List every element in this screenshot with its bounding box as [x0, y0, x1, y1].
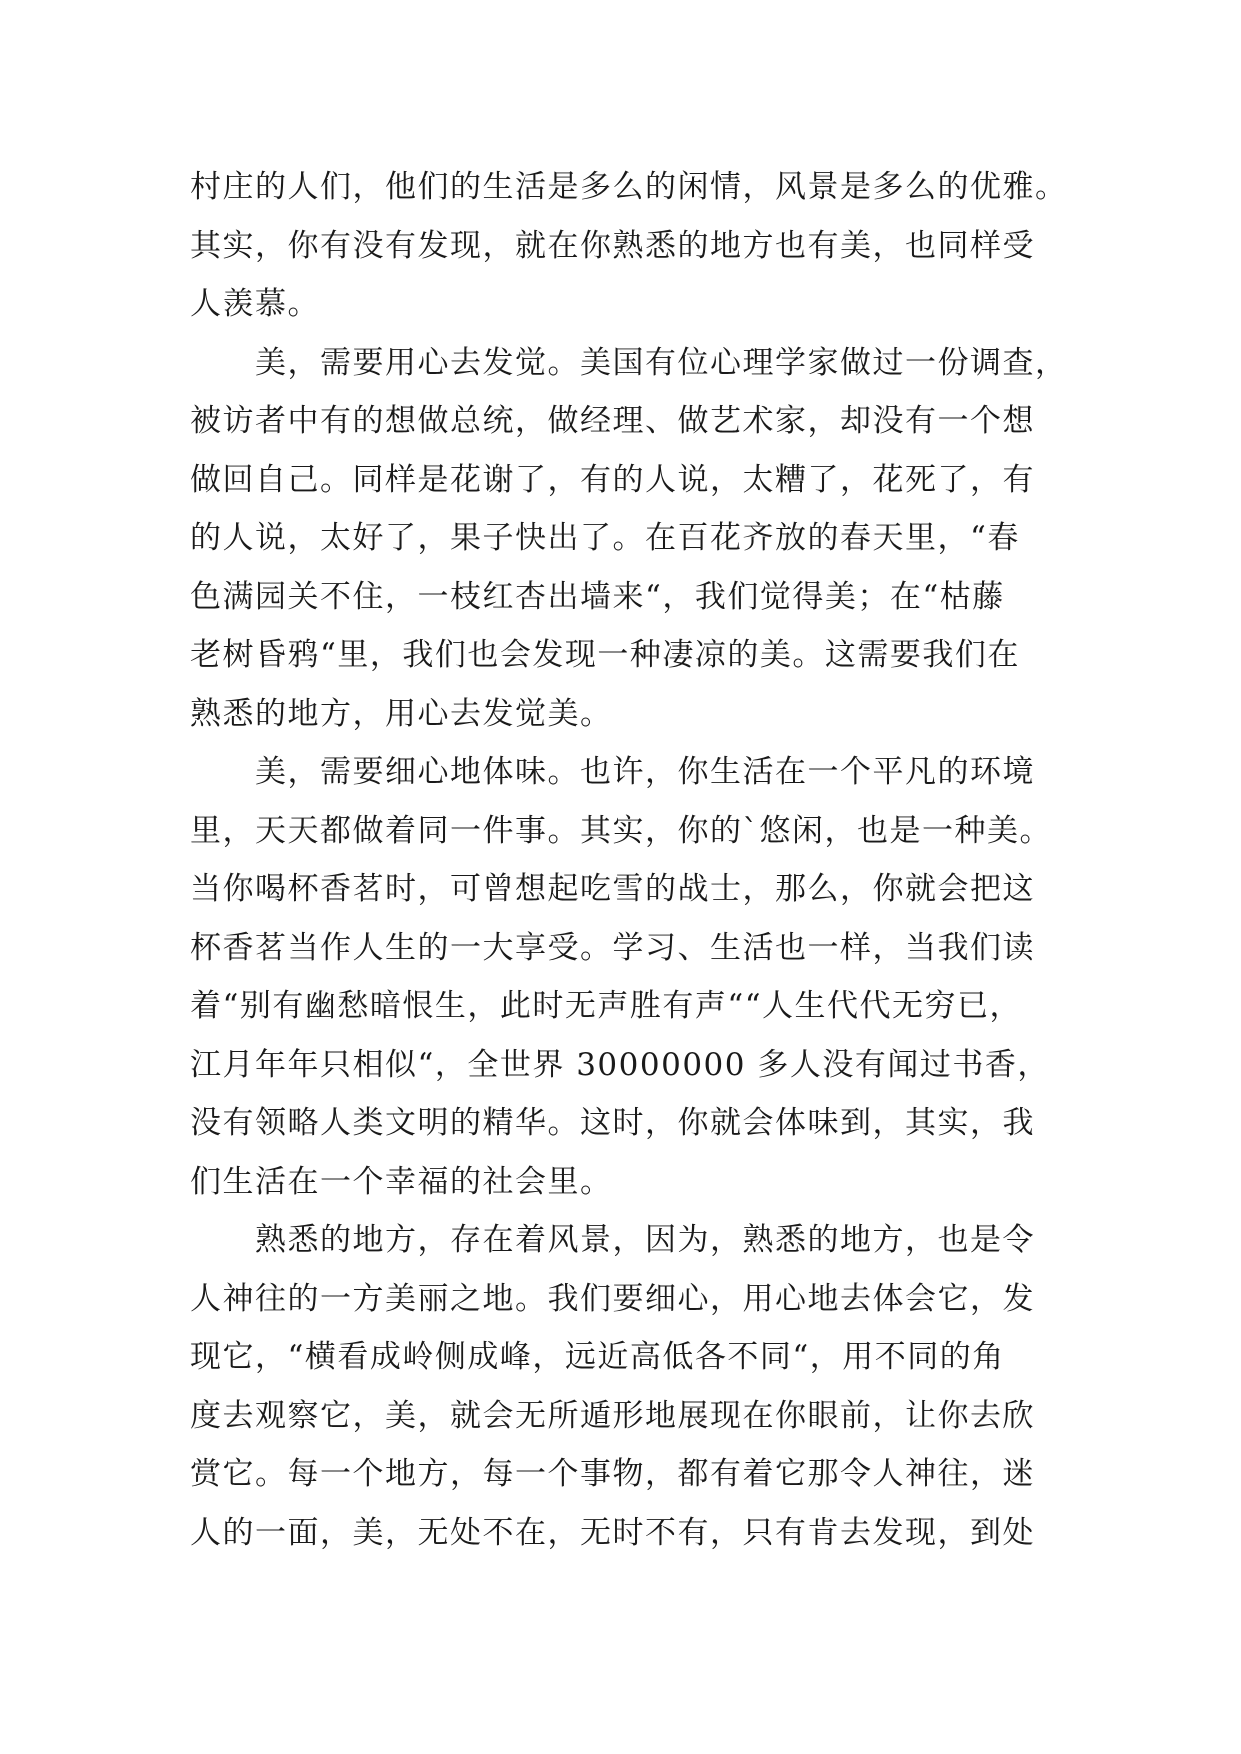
text-line: 熟悉的地方，用心去发觉美。 [190, 695, 613, 732]
text-line: 其实，你有没有发现，就在你熟悉的地方也有美，也同样受 [190, 227, 1035, 264]
body-text [190, 158, 1070, 1562]
text-line: 色满园关不住，一枝红杏出墙来“，我们觉得美；在“枯藤 [190, 578, 1005, 615]
text-line: 的人说，太好了，果子快出了。在百花齐放的春天里，“春 [190, 520, 1020, 556]
text-line: 现它，“横看成岭侧成峰，远近高低各不同“，用不同的角 [190, 1339, 1005, 1375]
text-line: 江月年年只相似“，全世界 30000000 多人没有闻过书香， [190, 1046, 1050, 1083]
text-line: 着“别有幽愁暗恨生，此时无声胜有声““人生代代无穷已， [190, 988, 1023, 1024]
text-line: 老树昏鸦“里，我们也会发现一种凄凉的美。这需要我们在 [190, 637, 1020, 673]
text-line: 被访者中有的想做总统，做经理、做艺术家，却没有一个想 [190, 403, 1035, 439]
text-line: 度去观察它，美，就会无所遁形地展现在你眼前，让你去欣 [190, 1397, 1035, 1434]
text-line: 人神往的一方美丽之地。我们要细心，用心地去体会它，发 [190, 1280, 1035, 1317]
text-line: 里，天天都做着同一件事。其实，你的`悠闲，也是一种美。 [190, 812, 1052, 849]
text-line: 村庄的人们，他们的生活是多么的闲情，风景是多么的优雅。 [190, 169, 1068, 205]
text-line: 没有领略人类文明的精华。这时，你就会体味到，其实，我 [190, 1105, 1035, 1141]
text-line: 当你喝杯香茗时，可曾想起吃雪的战士，那么，你就会把这 [190, 871, 1035, 907]
text-line: 美，需要细心地体味。也许，你生活在一个平凡的环境 [190, 754, 1035, 790]
text-line: 们生活在一个幸福的社会里。 [190, 1163, 613, 1200]
text-line: 美，需要用心去发觉。美国有位心理学家做过一份调查， [190, 344, 1068, 381]
text-line: 赏它。每一个地方，每一个事物，都有着它那令人神往，迷 [190, 1456, 1035, 1492]
text-line: 熟悉的地方，存在着风景，因为，熟悉的地方，也是令 [190, 1222, 1035, 1258]
text-line: 杯香茗当作人生的一大享受。学习、生活也一样，当我们读 [190, 929, 1035, 966]
text-line: 做回自己。同样是花谢了，有的人说，太糟了，花死了，有 [190, 461, 1035, 498]
text-line: 人的一面，美，无处不在，无时不有，只有肯去发现，到处 [190, 1514, 1035, 1551]
text-line: 人羡慕。 [190, 286, 320, 322]
